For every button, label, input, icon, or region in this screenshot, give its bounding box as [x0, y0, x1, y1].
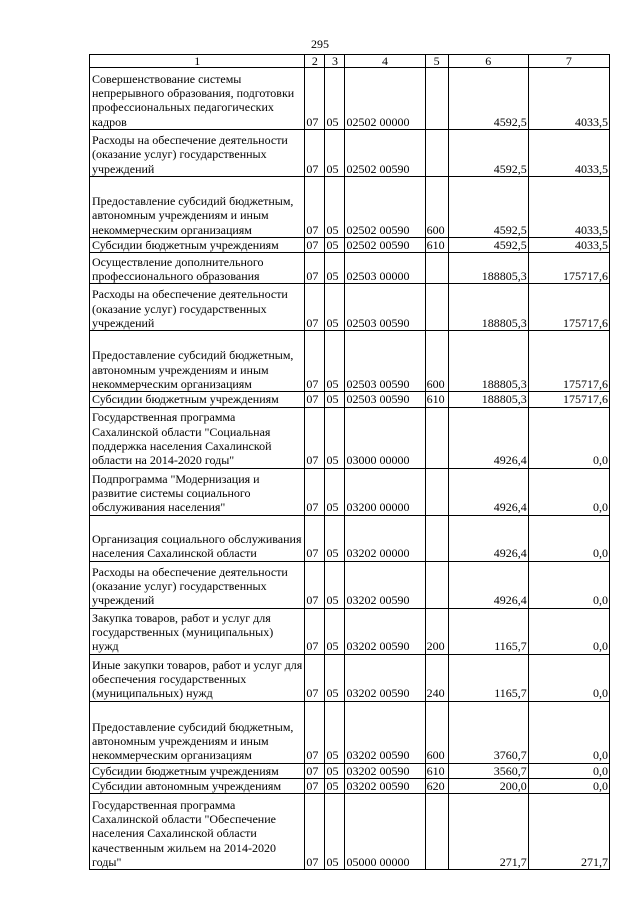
- amount-2016-cell: 0,0: [528, 778, 609, 793]
- subsection-code-cell: 05: [325, 701, 345, 763]
- expense-type-cell: [425, 561, 448, 608]
- row-name-cell: Субсидии автономным учреждениям: [90, 778, 305, 793]
- expense-type-cell: 610: [425, 763, 448, 778]
- column-header: 5: [425, 55, 448, 68]
- subsection-code-cell: 05: [325, 608, 345, 654]
- row-name-cell: Субсидии бюджетным учреждениям: [90, 392, 305, 407]
- section-code-cell: 07: [305, 778, 325, 793]
- amount-2015-cell: 188805,3: [448, 284, 528, 331]
- expense-type-cell: 600: [425, 701, 448, 763]
- column-header: 2: [305, 55, 325, 68]
- subsection-code-cell: 05: [325, 238, 345, 253]
- table-row: [90, 468, 610, 515]
- header-row: [90, 55, 610, 68]
- expense-type-cell: [425, 407, 448, 468]
- row-name-cell: Предоставление субсидий бюджетным, автономным учреждениям и иным некоммерческим организациям: [90, 177, 305, 238]
- table-row: [90, 177, 610, 238]
- amount-2015-cell: 200,0: [448, 778, 528, 793]
- subsection-code-cell: 05: [325, 778, 345, 793]
- table-body: [90, 55, 610, 870]
- expense-type-cell: [425, 794, 448, 870]
- amount-2016-cell: 0,0: [528, 515, 609, 561]
- expense-type-cell: 620: [425, 778, 448, 793]
- amount-2015-cell: 188805,3: [448, 253, 528, 284]
- section-code-cell: 07: [305, 468, 325, 515]
- table-row: [90, 238, 610, 253]
- section-code-cell: 07: [305, 392, 325, 407]
- row-name-cell: Совершенствование системы непрерывного образования, подготовки профессиональных педагогических кадров: [90, 68, 305, 130]
- section-code-cell: 07: [305, 130, 325, 177]
- amount-2016-cell: 0,0: [528, 763, 609, 778]
- target-article-cell: 03202 00590: [345, 608, 425, 654]
- amount-2016-cell: 4033,5: [528, 68, 609, 130]
- target-article-cell: 02502 00590: [345, 177, 425, 238]
- column-header: 6: [448, 55, 528, 68]
- subsection-code-cell: 05: [325, 392, 345, 407]
- amount-2016-cell: 4033,5: [528, 130, 609, 177]
- subsection-code-cell: 05: [325, 561, 345, 608]
- amount-2016-cell: 4033,5: [528, 177, 609, 238]
- amount-2015-cell: 4592,5: [448, 177, 528, 238]
- section-code-cell: 07: [305, 794, 325, 870]
- section-code-cell: 07: [305, 763, 325, 778]
- amount-2015-cell: 188805,3: [448, 392, 528, 407]
- subsection-code-cell: 05: [325, 407, 345, 468]
- amount-2016-cell: 175717,6: [528, 331, 609, 392]
- table-row: [90, 515, 610, 561]
- section-code-cell: 07: [305, 407, 325, 468]
- subsection-code-cell: 05: [325, 177, 345, 238]
- table-row: [90, 701, 610, 763]
- table-row: [90, 763, 610, 778]
- table-row: [90, 331, 610, 392]
- subsection-code-cell: 05: [325, 130, 345, 177]
- row-name-cell: Предоставление субсидий бюджетным, автономным учреждениям и иным некоммерческим организациям: [90, 331, 305, 392]
- amount-2015-cell: 4592,5: [448, 238, 528, 253]
- table-row: [90, 130, 610, 177]
- section-code-cell: 07: [305, 561, 325, 608]
- target-article-cell: 02503 00590: [345, 331, 425, 392]
- table-row: [90, 794, 610, 870]
- expense-type-cell: [425, 284, 448, 331]
- section-code-cell: 07: [305, 284, 325, 331]
- amount-2015-cell: 4926,4: [448, 561, 528, 608]
- target-article-cell: 02502 00000: [345, 68, 425, 130]
- expense-type-cell: [425, 468, 448, 515]
- expense-type-cell: [425, 130, 448, 177]
- expense-type-cell: [425, 253, 448, 284]
- subsection-code-cell: 05: [325, 763, 345, 778]
- table-row: [90, 561, 610, 608]
- section-code-cell: 07: [305, 515, 325, 561]
- table-row: [90, 608, 610, 654]
- amount-2015-cell: 4926,4: [448, 468, 528, 515]
- subsection-code-cell: 05: [325, 515, 345, 561]
- target-article-cell: 03202 00590: [345, 561, 425, 608]
- amount-2015-cell: 4592,5: [448, 130, 528, 177]
- amount-2016-cell: 0,0: [528, 608, 609, 654]
- table-row: [90, 407, 610, 468]
- subsection-code-cell: 05: [325, 68, 345, 130]
- expense-type-cell: 610: [425, 392, 448, 407]
- expense-type-cell: 200: [425, 608, 448, 654]
- row-name-cell: Субсидии бюджетным учреждениям: [90, 763, 305, 778]
- section-code-cell: 07: [305, 253, 325, 284]
- section-code-cell: 07: [305, 177, 325, 238]
- amount-2015-cell: 1165,7: [448, 654, 528, 701]
- column-header: 1: [90, 55, 305, 68]
- amount-2015-cell: 271,7: [448, 794, 528, 870]
- section-code-cell: 07: [305, 654, 325, 701]
- amount-2016-cell: 0,0: [528, 407, 609, 468]
- amount-2016-cell: 4033,5: [528, 238, 609, 253]
- target-article-cell: 03202 00590: [345, 778, 425, 793]
- row-name-cell: Осуществление дополнительного профессионального образования: [90, 253, 305, 284]
- amount-2016-cell: 0,0: [528, 654, 609, 701]
- amount-2015-cell: 3760,7: [448, 701, 528, 763]
- expense-type-cell: 600: [425, 177, 448, 238]
- amount-2016-cell: 175717,6: [528, 253, 609, 284]
- expense-type-cell: [425, 68, 448, 130]
- page-number: 295: [311, 37, 329, 51]
- table-row: [90, 253, 610, 284]
- table-row: [90, 284, 610, 331]
- expense-type-cell: 610: [425, 238, 448, 253]
- column-header: 7: [528, 55, 609, 68]
- amount-2015-cell: 188805,3: [448, 331, 528, 392]
- section-code-cell: 07: [305, 701, 325, 763]
- amount-2016-cell: 175717,6: [528, 392, 609, 407]
- section-code-cell: 07: [305, 238, 325, 253]
- row-name-cell: Организация социального обслуживания населения Сахалинской области: [90, 515, 305, 561]
- subsection-code-cell: 05: [325, 331, 345, 392]
- amount-2015-cell: 4926,4: [448, 515, 528, 561]
- column-header: 3: [325, 55, 345, 68]
- column-header: 4: [345, 55, 425, 68]
- amount-2015-cell: 4592,5: [448, 68, 528, 130]
- subsection-code-cell: 05: [325, 654, 345, 701]
- amount-2016-cell: 175717,6: [528, 284, 609, 331]
- target-article-cell: 02503 00590: [345, 284, 425, 331]
- row-name-cell: Предоставление субсидий бюджетным, автономным учреждениям и иным некоммерческим организациям: [90, 701, 305, 763]
- row-name-cell: Иные закупки товаров, работ и услуг для обеспечения государственных (муниципальных) нужд: [90, 654, 305, 701]
- target-article-cell: 03202 00590: [345, 763, 425, 778]
- expense-type-cell: 240: [425, 654, 448, 701]
- expense-type-cell: 600: [425, 331, 448, 392]
- table-row: [90, 778, 610, 793]
- row-name-cell: Расходы на обеспечение деятельности (оказание услуг) государственных учреждений: [90, 284, 305, 331]
- table-row: [90, 654, 610, 701]
- row-name-cell: Расходы на обеспечение деятельности (оказание услуг) государственных учреждений: [90, 130, 305, 177]
- target-article-cell: 03202 00000: [345, 515, 425, 561]
- row-name-cell: Государственная программа Сахалинской области "Обеспечение населения Сахалинской области качественным жильем на 2014-2020 годы": [90, 794, 305, 870]
- table-row: [90, 68, 610, 130]
- amount-2015-cell: 3560,7: [448, 763, 528, 778]
- target-article-cell: 02502 00590: [345, 130, 425, 177]
- section-code-cell: 07: [305, 331, 325, 392]
- subsection-code-cell: 05: [325, 468, 345, 515]
- table-row: [90, 392, 610, 407]
- amount-2015-cell: 1165,7: [448, 608, 528, 654]
- row-name-cell: Государственная программа Сахалинской области "Социальная поддержка населения Сахалинской области на 2014-2020 годы": [90, 407, 305, 468]
- budget-table: [89, 54, 610, 870]
- target-article-cell: 02503 00590: [345, 392, 425, 407]
- amount-2016-cell: 0,0: [528, 561, 609, 608]
- expense-type-cell: [425, 515, 448, 561]
- target-article-cell: 02503 00000: [345, 253, 425, 284]
- amount-2016-cell: 271,7: [528, 794, 609, 870]
- row-name-cell: Закупка товаров, работ и услуг для государственных (муниципальных) нужд: [90, 608, 305, 654]
- target-article-cell: 03202 00590: [345, 701, 425, 763]
- amount-2016-cell: 0,0: [528, 468, 609, 515]
- target-article-cell: 02502 00590: [345, 238, 425, 253]
- target-article-cell: 03200 00000: [345, 468, 425, 515]
- subsection-code-cell: 05: [325, 794, 345, 870]
- subsection-code-cell: 05: [325, 253, 345, 284]
- target-article-cell: 03202 00590: [345, 654, 425, 701]
- subsection-code-cell: 05: [325, 284, 345, 331]
- amount-2016-cell: 0,0: [528, 701, 609, 763]
- row-name-cell: Подпрограмма "Модернизация и развитие системы социального обслуживания населения": [90, 468, 305, 515]
- amount-2015-cell: 4926,4: [448, 407, 528, 468]
- section-code-cell: 07: [305, 68, 325, 130]
- target-article-cell: 05000 00000: [345, 794, 425, 870]
- target-article-cell: 03000 00000: [345, 407, 425, 468]
- section-code-cell: 07: [305, 608, 325, 654]
- row-name-cell: Расходы на обеспечение деятельности (оказание услуг) государственных учреждений: [90, 561, 305, 608]
- row-name-cell: Субсидии бюджетным учреждениям: [90, 238, 305, 253]
